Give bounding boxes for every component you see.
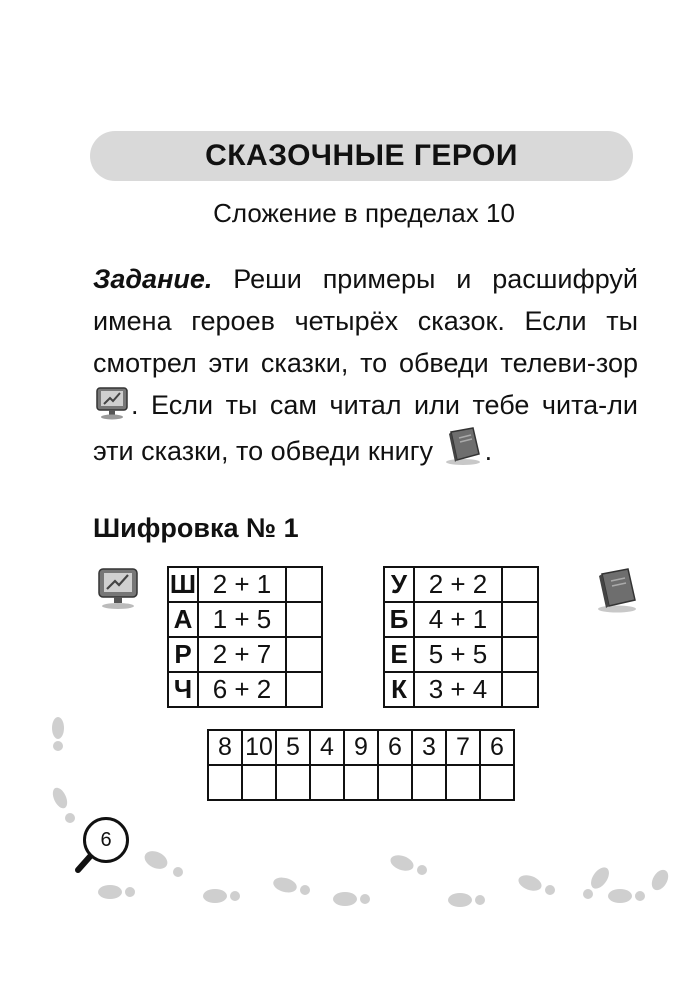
table-row	[168, 602, 322, 637]
cipher-expression: 6 + 2	[198, 672, 286, 707]
task-text-2: . Если ты сам читал или тебе чита-ли эти сказки, то обведи книгу	[93, 390, 638, 466]
code-number: 4	[310, 730, 344, 765]
table-row	[384, 602, 538, 637]
footprints-decoration	[0, 700, 700, 930]
cipher-letter: А	[168, 602, 198, 637]
answer-cell[interactable]	[286, 567, 322, 602]
answer-cell[interactable]	[502, 567, 538, 602]
cipher-expression: 3 + 4	[414, 672, 502, 707]
code-number: 8	[208, 730, 242, 765]
cipher-title: Шифровка № 1	[93, 513, 299, 543]
answer-cell[interactable]	[286, 637, 322, 672]
answer-cell[interactable]	[286, 602, 322, 637]
cipher-letter: К	[384, 672, 414, 707]
code-number: 6	[378, 730, 412, 765]
cipher-expression: 1 + 5	[198, 602, 286, 637]
tv-icon	[96, 566, 140, 610]
table-row	[168, 567, 322, 602]
task-label: Задание.	[93, 264, 213, 294]
answer-cell[interactable]	[502, 602, 538, 637]
cipher-table-left	[167, 566, 323, 708]
table-row	[168, 637, 322, 672]
cipher-expression: 2 + 1	[198, 567, 286, 602]
code-number: 5	[276, 730, 310, 765]
cipher-expression: 4 + 1	[414, 602, 502, 637]
cipher-letter: Ш	[168, 567, 198, 602]
cipher-letter: У	[384, 567, 414, 602]
task-text-1: Реши примеры и расшифруй имена героев четырёх сказок. Если ты смотрел эти сказки, то обведи телеви-зор	[93, 264, 638, 378]
table-row	[384, 567, 538, 602]
code-number: 7	[446, 730, 480, 765]
page-title: СКАЗОЧНЫЕ ГЕРОИ	[205, 139, 518, 172]
book-icon	[592, 566, 640, 614]
code-number: 6	[480, 730, 514, 765]
code-number: 9	[344, 730, 378, 765]
page-number: 6	[83, 817, 129, 863]
task-paragraph	[93, 258, 638, 472]
cipher-letter: Б	[384, 602, 414, 637]
cipher-expression: 5 + 5	[414, 637, 502, 672]
tv-icon	[95, 386, 129, 420]
code-number: 10	[242, 730, 276, 765]
code-number: 3	[412, 730, 446, 765]
cipher-letter: Ч	[168, 672, 198, 707]
title-banner	[90, 131, 633, 181]
cipher-table-right	[383, 566, 539, 708]
cipher-expression: 2 + 7	[198, 637, 286, 672]
cipher-expression: 2 + 2	[414, 567, 502, 602]
book-icon	[443, 426, 483, 466]
task-text-3: .	[484, 436, 493, 466]
cipher-letter: Е	[384, 637, 414, 672]
subtitle: Сложение в пределах 10	[213, 198, 515, 228]
cipher-letter: Р	[168, 637, 198, 672]
answer-cell[interactable]	[502, 637, 538, 672]
table-row	[384, 637, 538, 672]
